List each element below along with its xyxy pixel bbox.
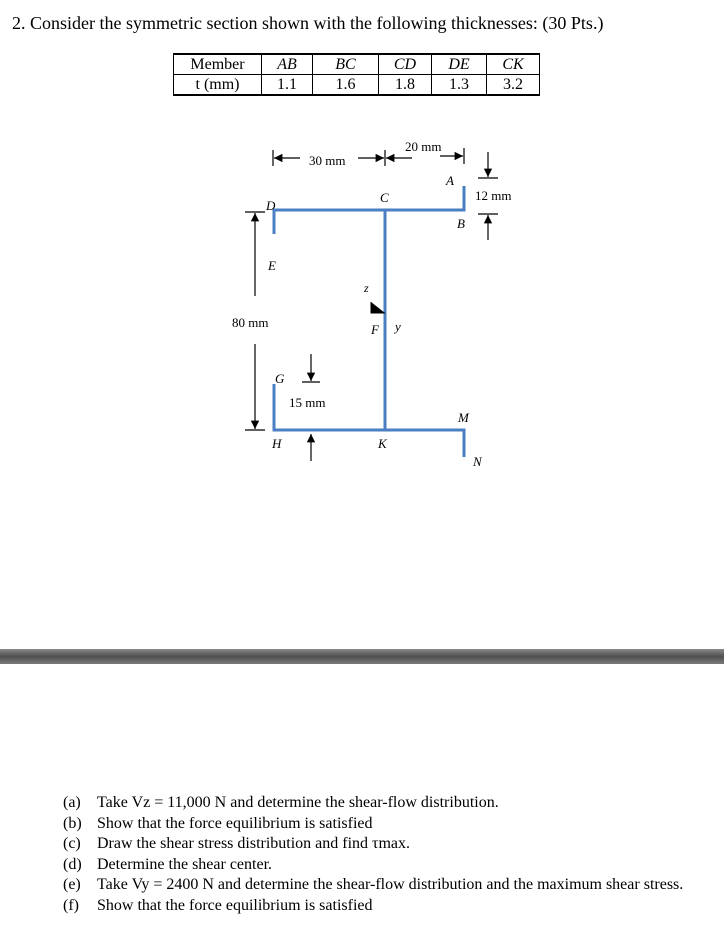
question-parts xyxy=(63,793,717,917)
thickness-cell: 1.1 xyxy=(262,75,313,96)
point-e-label: E xyxy=(268,258,276,273)
thickness-cell: 1.8 xyxy=(379,75,432,96)
dim-80mm-label: 80 mm xyxy=(232,315,269,330)
part-text: Show that the force equilibrium is satisfied xyxy=(97,814,373,832)
header-cell: Member xyxy=(174,54,262,75)
page-divider xyxy=(0,649,724,664)
point-m-label: M xyxy=(458,410,469,425)
list-item xyxy=(63,793,717,814)
part-text: Determine the shear center. xyxy=(97,855,273,873)
part-text: Draw the shear stress distribution and find τmax. xyxy=(97,835,411,853)
upper-flange xyxy=(274,186,464,234)
point-f-label: F xyxy=(371,322,379,337)
dim-20mm-label: 20 mm xyxy=(405,139,442,154)
part-label: (f) xyxy=(63,896,79,914)
question-title: 2. Consider the symmetric section shown with the following thicknesses: (30 Pts.) xyxy=(12,13,604,33)
point-b-label: B xyxy=(457,216,465,231)
list-item xyxy=(63,855,717,876)
part-text: Show that the force equilibrium is satisfied xyxy=(97,896,373,914)
axis-z-label: z xyxy=(364,281,369,295)
dim-15mm-label: 15 mm xyxy=(289,395,326,410)
member-cell: AB xyxy=(262,54,313,75)
dim-20mm xyxy=(440,148,464,164)
member-cell: CD xyxy=(379,54,432,75)
thickness-cell: 3.2 xyxy=(487,75,540,96)
member-cell: CK xyxy=(487,54,540,75)
list-item xyxy=(63,896,717,917)
part-label: (c) xyxy=(63,835,81,853)
part-label: (e) xyxy=(63,876,81,894)
dim-12mm-label: 12 mm xyxy=(475,188,512,203)
point-h-label: H xyxy=(272,436,282,451)
point-g-label: G xyxy=(275,371,285,386)
point-n-label: N xyxy=(473,454,482,469)
part-text: Take Vz = 11,000 N and determine the shear-flow distribution. xyxy=(97,794,499,811)
part-label: (d) xyxy=(63,855,82,873)
thickness-cell: 1.3 xyxy=(432,75,487,96)
list-item xyxy=(63,814,717,835)
member-cell: BC xyxy=(313,54,379,75)
thickness-cell: 1.6 xyxy=(313,75,379,96)
member-cell: DE xyxy=(432,54,487,75)
point-k-label: K xyxy=(378,436,387,451)
part-label: (a) xyxy=(63,794,81,811)
coordinate-axes xyxy=(371,302,385,313)
list-item xyxy=(63,875,717,896)
axis-y-label: y xyxy=(395,319,401,334)
point-c-label: C xyxy=(380,190,389,205)
part-label: (b) xyxy=(63,814,82,832)
header-cell: t (mm) xyxy=(174,75,262,96)
dim-30mm-label: 30 mm xyxy=(309,153,346,168)
point-a-label: A xyxy=(446,173,454,188)
point-d-label: D xyxy=(266,198,276,213)
part-text: Take Vy = 2400 N and determine the shear-flow distribution and the maximum shear stress. xyxy=(97,876,684,894)
list-item xyxy=(63,834,717,855)
section-outline xyxy=(274,186,464,457)
